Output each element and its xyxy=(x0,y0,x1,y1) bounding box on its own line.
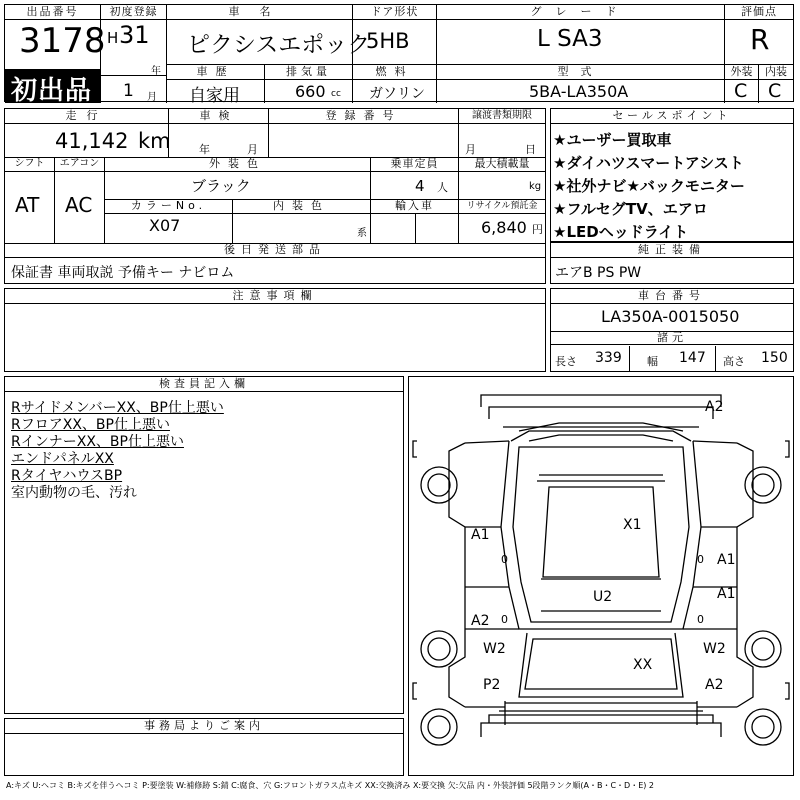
first-listing-text: 初出品 xyxy=(11,76,93,106)
transfer-cell xyxy=(459,109,545,157)
car-name-label: 車名 xyxy=(167,5,352,20)
chassis-label: 車台番号 xyxy=(551,289,793,304)
fuel-label: 燃料 xyxy=(353,65,436,80)
equipment-value: エアB PS PW xyxy=(555,265,642,281)
legend-text: A:キズ U:ヘコミ B:キズを伴うヘコミ P:要塗装 W:補修跡 S:錆 C:腐食、穴 G:フロントガラス点キズ XX:交換済み X:要交換 欠:欠品 内・外装評価 5段階ランク順(A・B・C・D・E) 2 xyxy=(6,781,655,790)
sales-point: ★ダイハツスマートアシスト xyxy=(553,154,744,172)
mark-left-front-handle: 0 xyxy=(501,613,508,626)
shift-label: シフト xyxy=(5,157,54,172)
width-value: 147 xyxy=(679,350,706,366)
mark-right-front-corner: A2 xyxy=(705,677,724,693)
interior-label: 内装 xyxy=(759,65,793,80)
ac-value: AC xyxy=(65,193,93,217)
seats-label: 乗車定員 xyxy=(371,157,458,172)
sales-points-block xyxy=(550,108,794,242)
regno-label: 登録番号 xyxy=(269,109,458,124)
score-value: R xyxy=(750,23,770,56)
inspection-cell xyxy=(169,109,269,157)
inspection-label: 車検 xyxy=(169,109,268,124)
model-cell xyxy=(437,65,725,103)
car-diagram xyxy=(409,377,793,775)
shift-cell xyxy=(5,157,55,243)
lot-number: 3178 xyxy=(19,21,106,61)
grade-value: L SA3 xyxy=(537,26,603,52)
inspector-line: 室内動物の毛、汚れ xyxy=(11,485,137,501)
regno-cell xyxy=(269,109,459,157)
office-label: 事務局よりご案内 xyxy=(5,719,403,734)
load-cell xyxy=(459,157,545,199)
car-name-cell xyxy=(167,5,371,65)
reg-year: 31 xyxy=(119,21,150,49)
colorno-cell xyxy=(105,199,233,243)
year-unit: 年 xyxy=(151,66,161,77)
load-label: 最大積載量 xyxy=(459,157,545,172)
recycle-cell xyxy=(459,199,545,243)
inspector-line: RサイドメンバーXX、BP仕上悪い xyxy=(11,400,224,416)
registration-cell xyxy=(101,5,167,103)
grade-label: グレード xyxy=(437,5,724,20)
exterior-grade-cell xyxy=(725,65,759,103)
sales-point: ★LEDヘッドライト xyxy=(553,223,689,241)
header-block xyxy=(4,4,794,106)
width-label: 幅 xyxy=(647,355,658,368)
inspector-block xyxy=(4,376,404,714)
interior-grade: C xyxy=(768,80,782,102)
mark-left-front-door: A2 xyxy=(471,613,490,629)
inspector-line: RフロアXX、BP仕上悪い xyxy=(11,417,170,433)
score-label: 評価点 xyxy=(725,5,793,20)
mileage-value: 41,142 xyxy=(55,129,129,153)
car-name: ピクシスエポック xyxy=(187,32,371,58)
first-listing-badge xyxy=(5,69,101,106)
later-parts-value: 保証書 車両取説 予備キー ナビロム xyxy=(11,265,235,281)
fuel-value: ガソリン xyxy=(369,86,425,102)
seats-value: 4 xyxy=(415,177,425,195)
seats-unit: 人 xyxy=(437,181,448,194)
mark-hood: XX xyxy=(633,657,653,673)
displacement-label: 排気量 xyxy=(265,65,352,80)
load-unit: kg xyxy=(529,181,542,192)
details-block xyxy=(4,108,546,284)
interior-grade-cell xyxy=(759,65,793,103)
mark-right-front-handle: 0 xyxy=(697,613,704,626)
score-cell xyxy=(725,5,793,65)
mark-rear-bumper: A2 xyxy=(705,399,724,415)
inspector-line: エンドパネルXX xyxy=(11,451,114,467)
mark-right-front-fender: W2 xyxy=(703,641,726,657)
inspection-year-unit: 年 xyxy=(199,143,210,156)
inspector-label: 検査員記入欄 xyxy=(5,377,403,392)
model-label: 型式 xyxy=(437,65,724,80)
later-parts-label: 後日発送部品 xyxy=(5,243,545,258)
color-label: 外装色 xyxy=(105,157,370,172)
displacement-value: 660 xyxy=(295,82,326,101)
interior-color-cell xyxy=(233,199,371,243)
mark-hood-rear: U2 xyxy=(593,589,613,605)
month-unit: 月 xyxy=(147,92,157,103)
mark-roof: X1 xyxy=(623,517,642,533)
mark-right-rear-handle: 0 xyxy=(697,553,704,566)
sales-point: ★社外ナビ★バックモニター xyxy=(553,177,745,195)
inspector-line: RタイヤハウスBP xyxy=(11,468,123,484)
equipment-label: 純正装備 xyxy=(551,243,793,258)
import-cell xyxy=(371,199,459,243)
model-value: 5BA-LA350A xyxy=(529,82,629,101)
mark-right-rear-door: A1 xyxy=(717,552,736,568)
displacement-cell xyxy=(265,65,353,103)
history-label: 車歴 xyxy=(167,65,264,80)
colorno-label: カラーNo. xyxy=(105,199,232,214)
import-label: 輸入車 xyxy=(371,199,458,214)
registration-label: 初度登録 xyxy=(101,5,166,20)
later-parts-cell xyxy=(5,243,545,283)
sales-point: ★ユーザー買取車 xyxy=(553,131,672,149)
grade-cell xyxy=(437,5,725,65)
history-cell xyxy=(167,65,265,106)
inspection-month-unit: 月 xyxy=(247,143,258,156)
dims-label: 諸元 xyxy=(551,331,793,345)
door-value: 5HB xyxy=(366,29,410,53)
sales-points-label: セールスポイント xyxy=(551,109,793,124)
exterior-grade: C xyxy=(734,80,748,102)
ac-cell xyxy=(55,157,105,243)
interior-color-label: 内装色 xyxy=(233,199,370,214)
displacement-unit: cc xyxy=(331,89,341,99)
mark-left-rear-handle: 0 xyxy=(501,553,508,566)
lot-cell xyxy=(5,5,106,69)
era: H xyxy=(107,29,119,47)
recycle-unit: 円 xyxy=(532,223,543,236)
mileage-unit: km xyxy=(138,129,171,153)
height-label: 高さ xyxy=(723,355,745,368)
lot-label: 出品番号 xyxy=(5,5,100,20)
seats-cell xyxy=(371,157,459,199)
recycle-label: リサイクル預託金 xyxy=(459,199,545,214)
transfer-label: 譲渡書類期限 xyxy=(459,109,545,124)
colorno-value: X07 xyxy=(149,216,181,235)
shift-value: AT xyxy=(15,193,40,217)
length-label: 長さ xyxy=(555,355,577,368)
chassis-value: LA350A-0015050 xyxy=(601,307,740,326)
reg-month: 1 xyxy=(123,81,134,101)
door-cell xyxy=(353,5,437,65)
height-value: 150 xyxy=(761,350,788,366)
transfer-day-unit: 日 xyxy=(525,143,536,156)
color-cell xyxy=(105,157,371,199)
exterior-label: 外装 xyxy=(725,65,758,80)
mileage-label: 走行 xyxy=(5,109,168,124)
mark-left-front-fender: W2 xyxy=(483,641,506,657)
mark-right-front-door: A1 xyxy=(717,586,736,602)
mark-left-front-corner: P2 xyxy=(483,677,501,693)
inspector-line: RインナーXX、BP仕上悪い xyxy=(11,434,184,450)
mark-left-rear-door: A1 xyxy=(471,527,490,543)
history-value: 自家用 xyxy=(189,86,240,106)
recycle-value: 6,840 xyxy=(481,218,527,237)
door-label: ドア形状 xyxy=(353,5,436,20)
transfer-month-unit: 月 xyxy=(465,143,476,156)
length-value: 339 xyxy=(595,350,622,366)
fuel-cell xyxy=(353,65,437,103)
equipment-block xyxy=(550,242,794,284)
interior-color-unit: 系 xyxy=(357,228,367,239)
mileage-cell xyxy=(5,109,169,157)
chassis-block xyxy=(550,288,794,372)
office-block xyxy=(4,718,404,776)
ac-label: エアコン xyxy=(55,157,104,172)
sales-point: ★フルセグTV、エアロ xyxy=(553,200,708,218)
car-diagram-block xyxy=(408,376,794,776)
notes-block xyxy=(4,288,546,372)
notes-label: 注意事項欄 xyxy=(5,289,545,304)
color-value: ブラック xyxy=(191,177,251,195)
